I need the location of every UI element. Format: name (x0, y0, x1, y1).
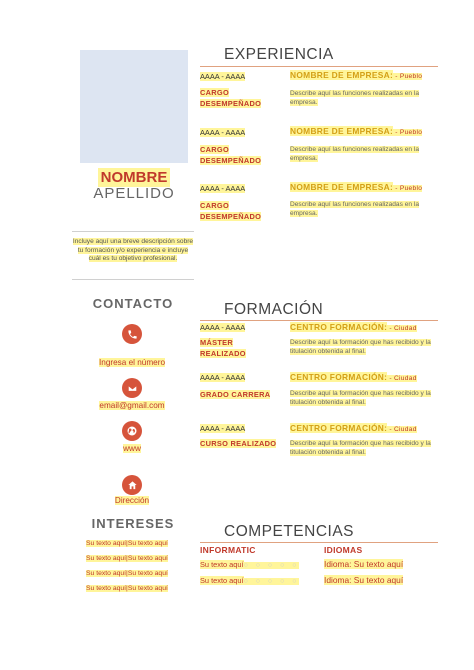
center-name: CENTRO FORMACIÓN: (290, 372, 388, 382)
description-text: Describe aquí las funciones realizadas en la empresa. (290, 201, 420, 217)
languages-heading: IDIOMAS (324, 545, 363, 555)
email-value: email@gmail.com (99, 401, 165, 410)
language-text: Idioma: Su texto aquí (324, 575, 404, 585)
company-name: NOMBRE DE EMPRESA: (290, 70, 394, 80)
description-text: Describe aquí la formación que has recibido y la titulación obtenida al final. (290, 339, 431, 355)
description-text: Describe aquí la formación que has recibido y la titulación obtenida al final. (290, 390, 431, 406)
degree-line: GRADO CARRERA (200, 390, 271, 399)
degree-line: MÁSTER (200, 338, 234, 347)
interest-text: Su texto aquí|Su texto aquí (86, 570, 168, 577)
separator: - (387, 375, 394, 382)
company-name: NOMBRE DE EMPRESA: (290, 182, 394, 192)
company-city: Pueblo (399, 129, 423, 136)
experience-company (290, 70, 422, 82)
date-text: AAAA - AAAA (200, 184, 246, 193)
education-center (290, 423, 417, 435)
profile-photo (80, 50, 188, 163)
separator: - (393, 185, 400, 192)
education-degree (200, 438, 276, 449)
experience-role (200, 200, 261, 222)
address-value: Dirección (114, 496, 150, 505)
computing-item (200, 576, 299, 587)
degree-line: CURSO REALIZADO (200, 439, 277, 448)
separator: - (393, 73, 400, 80)
separator: - (387, 325, 394, 332)
experience-description (290, 145, 438, 163)
contact-title: CONTACTO (92, 296, 174, 311)
divider (200, 320, 438, 321)
experience-description (290, 200, 438, 218)
date-text: AAAA - AAAA (200, 424, 246, 433)
experience-date (200, 72, 245, 82)
separator: - (393, 129, 400, 136)
role-line: DESEMPEÑADO (200, 99, 262, 108)
skill-rating: ○ ○ ○ ○ ○ (243, 562, 300, 569)
description-text: Incluye aquí una breve descripción sobre tu formación y/o experiencia e incluye cuál es tu objetivo profesional. (72, 238, 194, 263)
last-name: APELLIDO (93, 185, 175, 202)
role-line: DESEMPEÑADO (200, 212, 262, 221)
education-description (290, 338, 438, 356)
email-text[interactable] (72, 400, 192, 411)
date-text: AAAA - AAAA (200, 323, 246, 332)
language-item (324, 559, 403, 570)
separator: - (387, 426, 394, 433)
phone-value: Ingresa el número (99, 358, 165, 367)
education-date (200, 373, 245, 383)
education-description (290, 439, 438, 457)
center-city: Ciudad (393, 375, 417, 382)
education-center (290, 322, 417, 334)
role-line: CARGO (200, 88, 230, 97)
divider (200, 542, 438, 543)
skill-text: Su texto aquí (200, 576, 244, 585)
role-line: CARGO (200, 145, 230, 154)
interest-text: Su texto aquí|Su texto aquí (86, 540, 168, 547)
address-text[interactable] (72, 495, 192, 506)
role-line: DESEMPEÑADO (200, 156, 262, 165)
email-icon (122, 378, 142, 398)
education-center (290, 372, 417, 384)
skill-text: Su texto aquí (200, 560, 244, 569)
role-line: CARGO (200, 201, 230, 210)
experience-description (290, 89, 438, 107)
interests-title: INTERESES (91, 516, 175, 531)
interest-item (86, 584, 168, 593)
education-title: FORMACIÓN (224, 301, 324, 318)
company-city: Pueblo (399, 73, 423, 80)
divider (72, 231, 194, 232)
education-description (290, 389, 438, 407)
experience-date (200, 128, 245, 138)
date-text: AAAA - AAAA (200, 72, 246, 81)
interest-text: Su texto aquí|Su texto aquí (86, 555, 168, 562)
web-text[interactable] (72, 443, 192, 454)
divider (200, 66, 438, 67)
center-city: Ciudad (393, 426, 417, 433)
interest-item (86, 539, 168, 548)
degree-line: REALIZADO (200, 349, 246, 358)
description-text: Describe aquí las funciones realizadas en la empresa. (290, 90, 420, 106)
language-item (324, 575, 403, 586)
date-text: AAAA - AAAA (200, 373, 246, 382)
description-text: Describe aquí la formación que has recibido y la titulación obtenida al final. (290, 440, 431, 456)
company-city: Pueblo (399, 185, 423, 192)
education-date (200, 424, 245, 434)
computing-item (200, 560, 299, 571)
experience-company (290, 126, 422, 138)
education-degree (200, 389, 270, 400)
company-name: NOMBRE DE EMPRESA: (290, 126, 394, 136)
phone-text[interactable] (72, 357, 192, 368)
description-text: Describe aquí las funciones realizadas en la empresa. (290, 146, 420, 162)
education-degree (200, 337, 246, 359)
date-text: AAAA - AAAA (200, 128, 246, 137)
interest-item (86, 554, 168, 563)
skill-rating: ○ ○ ○ ○ ○ (243, 578, 300, 585)
profile-description (72, 238, 194, 264)
skills-title: COMPETENCIAS (224, 523, 355, 540)
center-city: Ciudad (393, 325, 417, 332)
language-text: Idioma: Su texto aquí (324, 559, 404, 569)
experience-date (200, 184, 245, 194)
computing-heading: INFORMATIC (200, 545, 256, 555)
interest-text: Su texto aquí|Su texto aquí (86, 585, 168, 592)
interest-item (86, 569, 168, 578)
phone-icon (122, 324, 142, 344)
education-date (200, 323, 245, 333)
home-icon (122, 475, 142, 495)
experience-role (200, 144, 261, 166)
center-name: CENTRO FORMACIÓN: (290, 322, 388, 332)
center-name: CENTRO FORMACIÓN: (290, 423, 388, 433)
experience-company (290, 182, 422, 194)
experience-role (200, 87, 261, 109)
experience-title: EXPERIENCIA (224, 46, 334, 63)
divider (72, 279, 194, 280)
first-name: NOMBRE (98, 168, 170, 187)
web-value: www (123, 444, 141, 453)
globe-icon (122, 421, 142, 441)
